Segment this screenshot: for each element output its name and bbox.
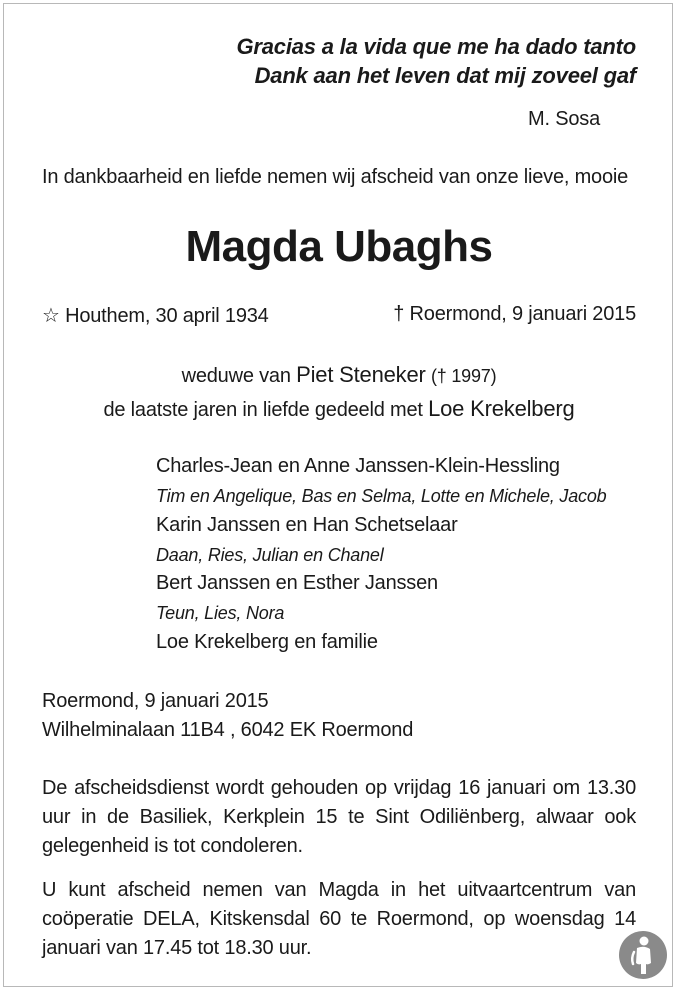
quote-line-2: Dank aan het leven dat mij zoveel gaf <box>254 63 636 88</box>
family-children-1: Tim en Angelique, Bas en Selma, Lotte en Michele, Jacob <box>156 486 607 506</box>
family-names-3: Bert Janssen en Esther Janssen <box>156 572 438 594</box>
birth-line <box>42 303 269 328</box>
family-children-2: Daan, Ries, Julian en Chanel <box>156 545 384 565</box>
address-place-date: Roermond, 9 januari 2015 <box>42 690 269 712</box>
family-names-4: Loe Krekelberg en familie <box>156 631 378 653</box>
deceased-name: Magda Ubaghs <box>185 222 493 271</box>
viewing-paragraph: U kunt afscheid nemen van Magda in het uitvaartcentrum van coöperatie DELA, Kitskensdal 60 te Roermond, op woensdag 14 januari van 17.45 tot 18.30 uur. <box>42 879 636 959</box>
partner-prefix: de laatste jaren in liefde gedeeld met <box>103 399 423 421</box>
quote-line-1: Gracias a la vida que me ha dado tanto <box>236 34 636 59</box>
widow-note: († 1997) <box>430 366 497 386</box>
death-text: Roermond, 9 januari 2015 <box>409 303 636 325</box>
widow-name: Piet Steneker <box>296 362 426 387</box>
death-line <box>393 303 636 326</box>
grieving-figure-icon <box>618 930 668 980</box>
widow-prefix: weduwe van <box>181 365 291 387</box>
intro-text: In dankbaarheid en liefde nemen wij afscheid van onze lieve, mooie <box>42 166 629 188</box>
family-children-3: Teun, Lies, Nora <box>156 603 285 623</box>
address-street: Wilhelminalaan 11B4 , 6042 EK Roermond <box>42 719 414 741</box>
service-paragraph: De afscheidsdienst wordt gehouden op vrijdag 16 januari om 13.30 uur in de Basiliek, Kerkplein 15 te Sint Odiliënberg, alwaar ook gelegenheid is tot condoleren. <box>42 777 636 857</box>
quote-author: M. Sosa <box>528 108 600 130</box>
birth-text: Houthem, 30 april 1934 <box>65 305 269 327</box>
star-icon: ☆ <box>42 305 60 327</box>
partner-name: Loe Krekelberg <box>428 396 575 421</box>
widow-line <box>0 362 678 388</box>
partner-line <box>0 396 678 422</box>
family-names-2: Karin Janssen en Han Schetselaar <box>156 514 458 536</box>
family-names-1: Charles-Jean en Anne Janssen-Klein-Hessling <box>156 455 560 477</box>
cross-icon: † <box>393 303 405 325</box>
